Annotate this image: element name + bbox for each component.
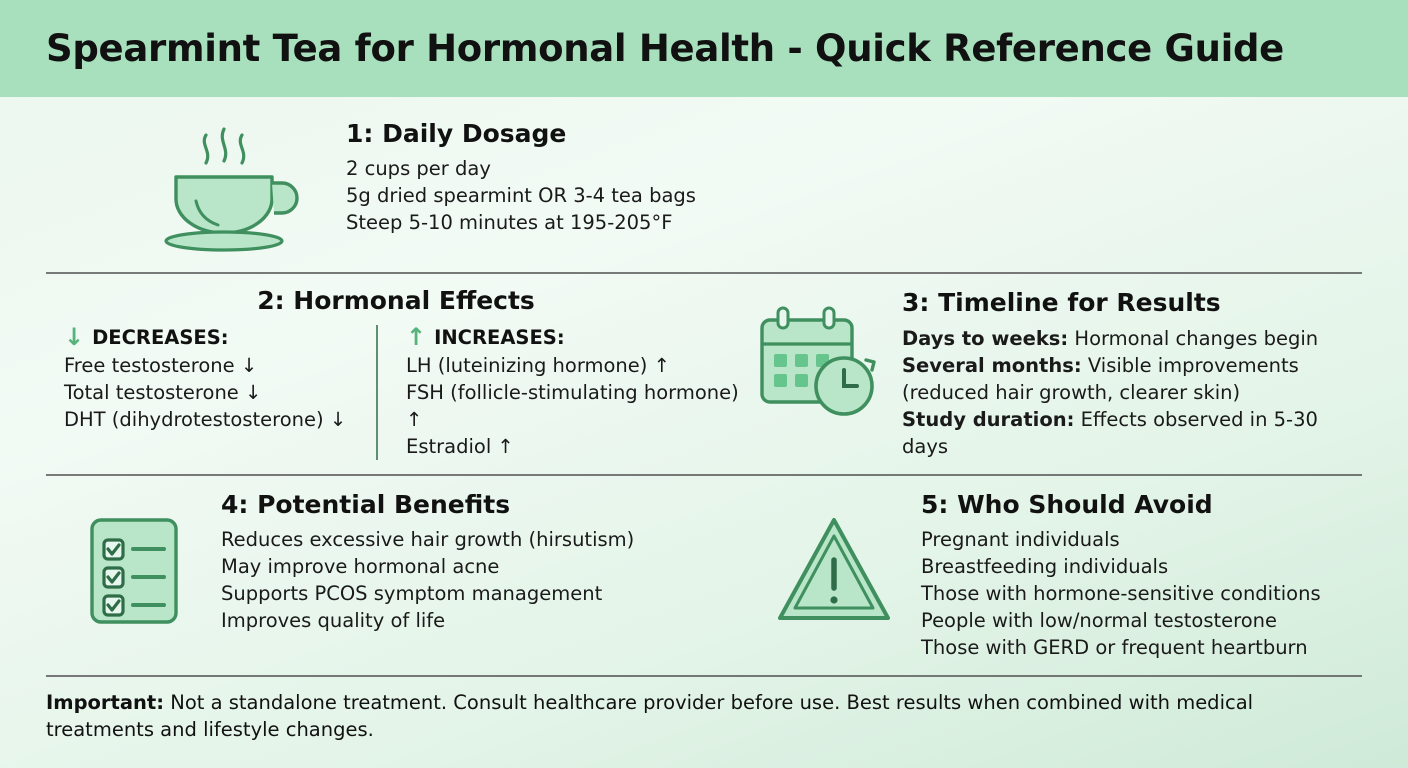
timeline-entry-3-text: Effects observed in 5-30 days [902, 408, 1318, 458]
avoid-item-4: People with low/normal testosterone [921, 609, 1277, 632]
arrow-up-icon: ↑ [406, 323, 427, 351]
increases-heading-row [406, 325, 746, 349]
decreases-item-2: Total testosterone ↓ [64, 381, 262, 404]
benefits-item-2: May improve hormonal acne [221, 555, 500, 578]
arrow-down-icon: ↓ [64, 323, 85, 351]
row-benefits-avoid [0, 476, 1408, 661]
benefits-body [221, 490, 634, 634]
footer-note [0, 677, 1408, 743]
checklist-icon-wrap [46, 490, 221, 630]
benefits-item-3: Supports PCOS symptom management [221, 582, 603, 605]
section-timeline [746, 286, 1362, 460]
timeline-entry-2 [902, 352, 1362, 406]
increases-item-3: Estradiol ↑ [406, 435, 514, 458]
avoid-item-1: Pregnant individuals [921, 528, 1120, 551]
section-avoid [746, 490, 1362, 661]
calendar-clock-icon [754, 302, 884, 427]
footer-text-row [46, 689, 1362, 743]
dosage-title: 1: Daily Dosage [346, 119, 567, 148]
decreases-item-3: DHT (dihydrotestosterone) ↓ [64, 408, 347, 431]
timeline-entry-1-text: Hormonal changes begin [1068, 327, 1319, 350]
footer-text: Not a standalone treatment. Consult healthcare provider before use. Best results when combined with medical treatments and lifestyle changes. [46, 691, 1254, 741]
divider-3 [46, 675, 1362, 677]
increases-item-2: FSH (follicle-stimulating hormone) ↑ [406, 381, 739, 431]
dosage-body [346, 115, 696, 236]
calendar-clock-icon-wrap [746, 286, 902, 431]
benefits-item-4: Improves quality of life [221, 609, 446, 632]
timeline-entry-3 [902, 406, 1362, 460]
header-banner [0, 0, 1408, 97]
benefits-title: 4: Potential Benefits [221, 490, 511, 519]
timeline-body [902, 286, 1362, 460]
section-benefits [46, 490, 746, 661]
benefits-item-1: Reduces excessive hair growth (hirsutism) [221, 528, 635, 551]
decreases-heading-row [64, 325, 376, 349]
dosage-line-2: 5g dried spearmint OR 3-4 tea bags [346, 184, 696, 207]
increases-column [376, 325, 746, 460]
row-effects-timeline [0, 274, 1408, 460]
increases-item-1: LH (luteinizing hormone) ↑ [406, 354, 670, 377]
timeline-entry-1-label: Days to weeks: [902, 327, 1069, 350]
tea-cup-icon-wrap [46, 115, 346, 258]
tea-cup-icon [158, 123, 308, 258]
warning-triangle-icon [772, 512, 896, 630]
hormonal-effects-title: 2: Hormonal Effects [257, 286, 535, 315]
avoid-item-5: Those with GERD or frequent heartburn [921, 636, 1308, 659]
decreases-column [46, 325, 376, 460]
divider-1 [46, 272, 1362, 274]
avoid-item-2: Breastfeeding individuals [921, 555, 1169, 578]
checklist-icon [80, 512, 188, 630]
decreases-item-1: Free testosterone ↓ [64, 354, 258, 377]
warning-triangle-icon-wrap [746, 490, 921, 630]
decreases-heading: DECREASES: [92, 325, 229, 349]
timeline-entry-3-label: Study duration: [902, 408, 1075, 431]
timeline-title: 3: Timeline for Results [902, 288, 1221, 317]
timeline-entry-2-text: Visible improvements (reduced hair growth, clearer skin) [902, 354, 1299, 404]
avoid-item-3: Those with hormone-sensitive conditions [921, 582, 1321, 605]
dosage-line-3: Steep 5-10 minutes at 195-205°F [346, 211, 673, 234]
footer-label: Important: [46, 691, 165, 714]
increases-heading: INCREASES: [434, 325, 565, 349]
timeline-entry-2-label: Several months: [902, 354, 1082, 377]
avoid-title: 5: Who Should Avoid [921, 490, 1213, 519]
dosage-line-1: 2 cups per day [346, 157, 491, 180]
avoid-body [921, 490, 1321, 661]
section-hormonal-effects [46, 286, 746, 460]
timeline-entry-1 [902, 325, 1362, 352]
page-title: Spearmint Tea for Hormonal Health - Quick Reference Guide [46, 27, 1284, 70]
divider-2 [46, 474, 1362, 476]
section-daily-dosage [0, 97, 1408, 258]
